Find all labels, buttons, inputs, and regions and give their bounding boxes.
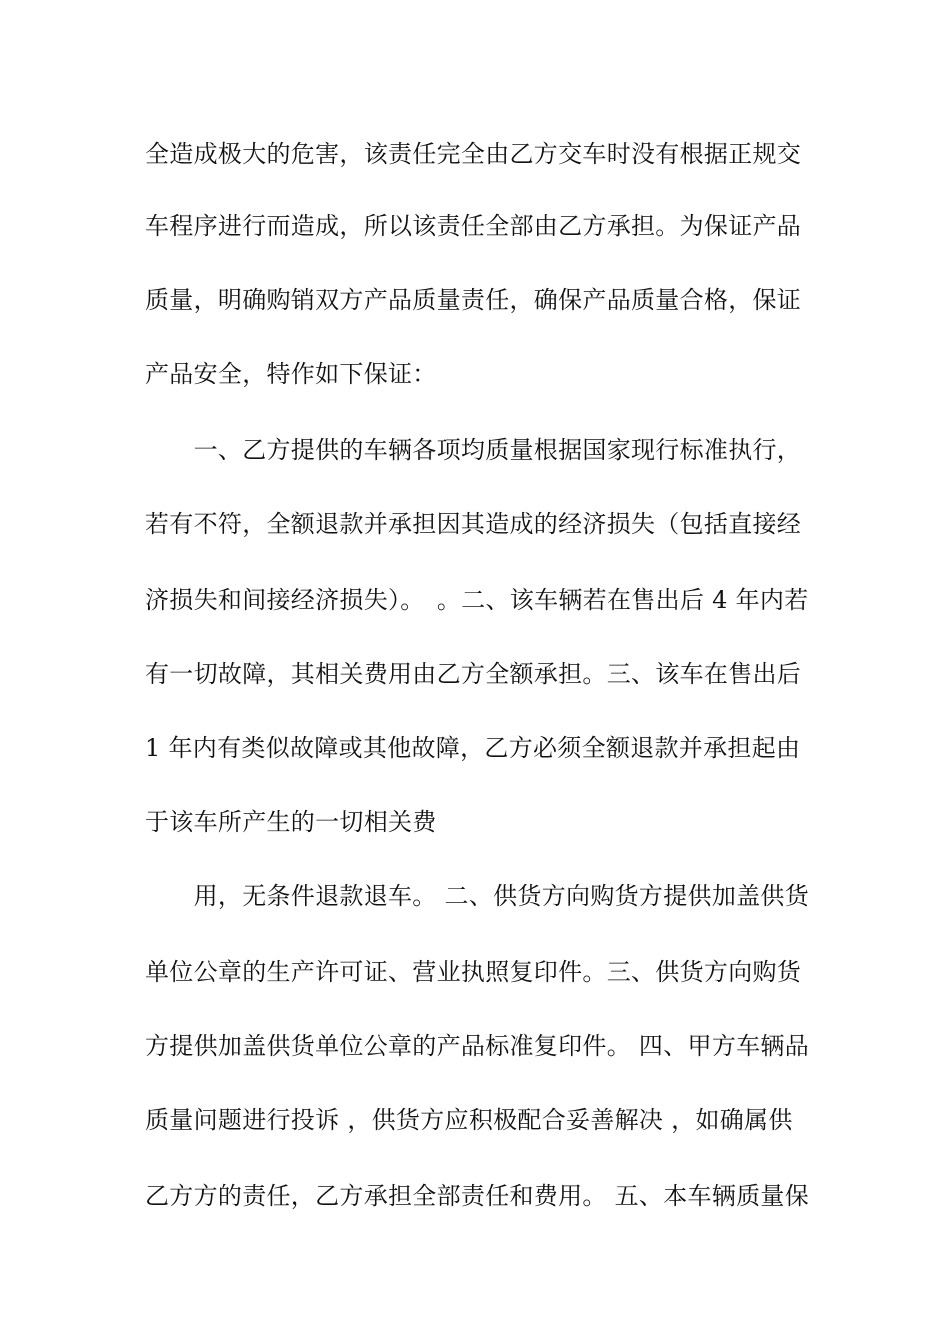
text-line: 用，无条件退款退车。 二、供货方向购货方提供加盖供货 [145, 882, 810, 910]
text-line: 若有不符，全额退款并承担因其造成的经济损失（包括直接经 [145, 510, 802, 538]
text-line: 单位公章的生产许可证、营业执照复印件。三、供货方向购货 [145, 958, 802, 986]
text-line: 全造成极大的危害，该责任完全由乙方交车时没有根据正规交 [145, 140, 802, 168]
text-line: 质量问题进行投诉 ，供货方应积极配合妥善解决 ，如确属供 [145, 1106, 793, 1134]
text-line: 济损失和间接经济损失）。 。二、该车辆若在售出后 4 年内若 [145, 586, 809, 614]
text-line: 于该车所产生的一切相关费 [145, 808, 437, 836]
text-line: 有一切故障，其相关费用由乙方全额承担。三、该车在售出后 [145, 660, 802, 688]
text-line: 方提供加盖供货单位公章的产品标准复印件。 四、甲方车辆品 [145, 1032, 810, 1060]
text-line: 乙方方的责任，乙方承担全部责任和费用。 五、本车辆质量保 [145, 1182, 810, 1210]
text-line: 产品安全，特作如下保证： [145, 360, 437, 388]
text-line: 一、乙方提供的车辆各项均质量根据国家现行标准执行， [145, 436, 802, 464]
text-line: 质量，明确购销双方产品质量责任，确保产品质量合格，保证 [145, 286, 802, 314]
text-line: 1 年内有类似故障或其他故障，乙方必须全额退款并承担起由 [145, 734, 801, 762]
text-line: 车程序进行而造成，所以该责任全部由乙方承担。为保证产品 [145, 212, 802, 240]
